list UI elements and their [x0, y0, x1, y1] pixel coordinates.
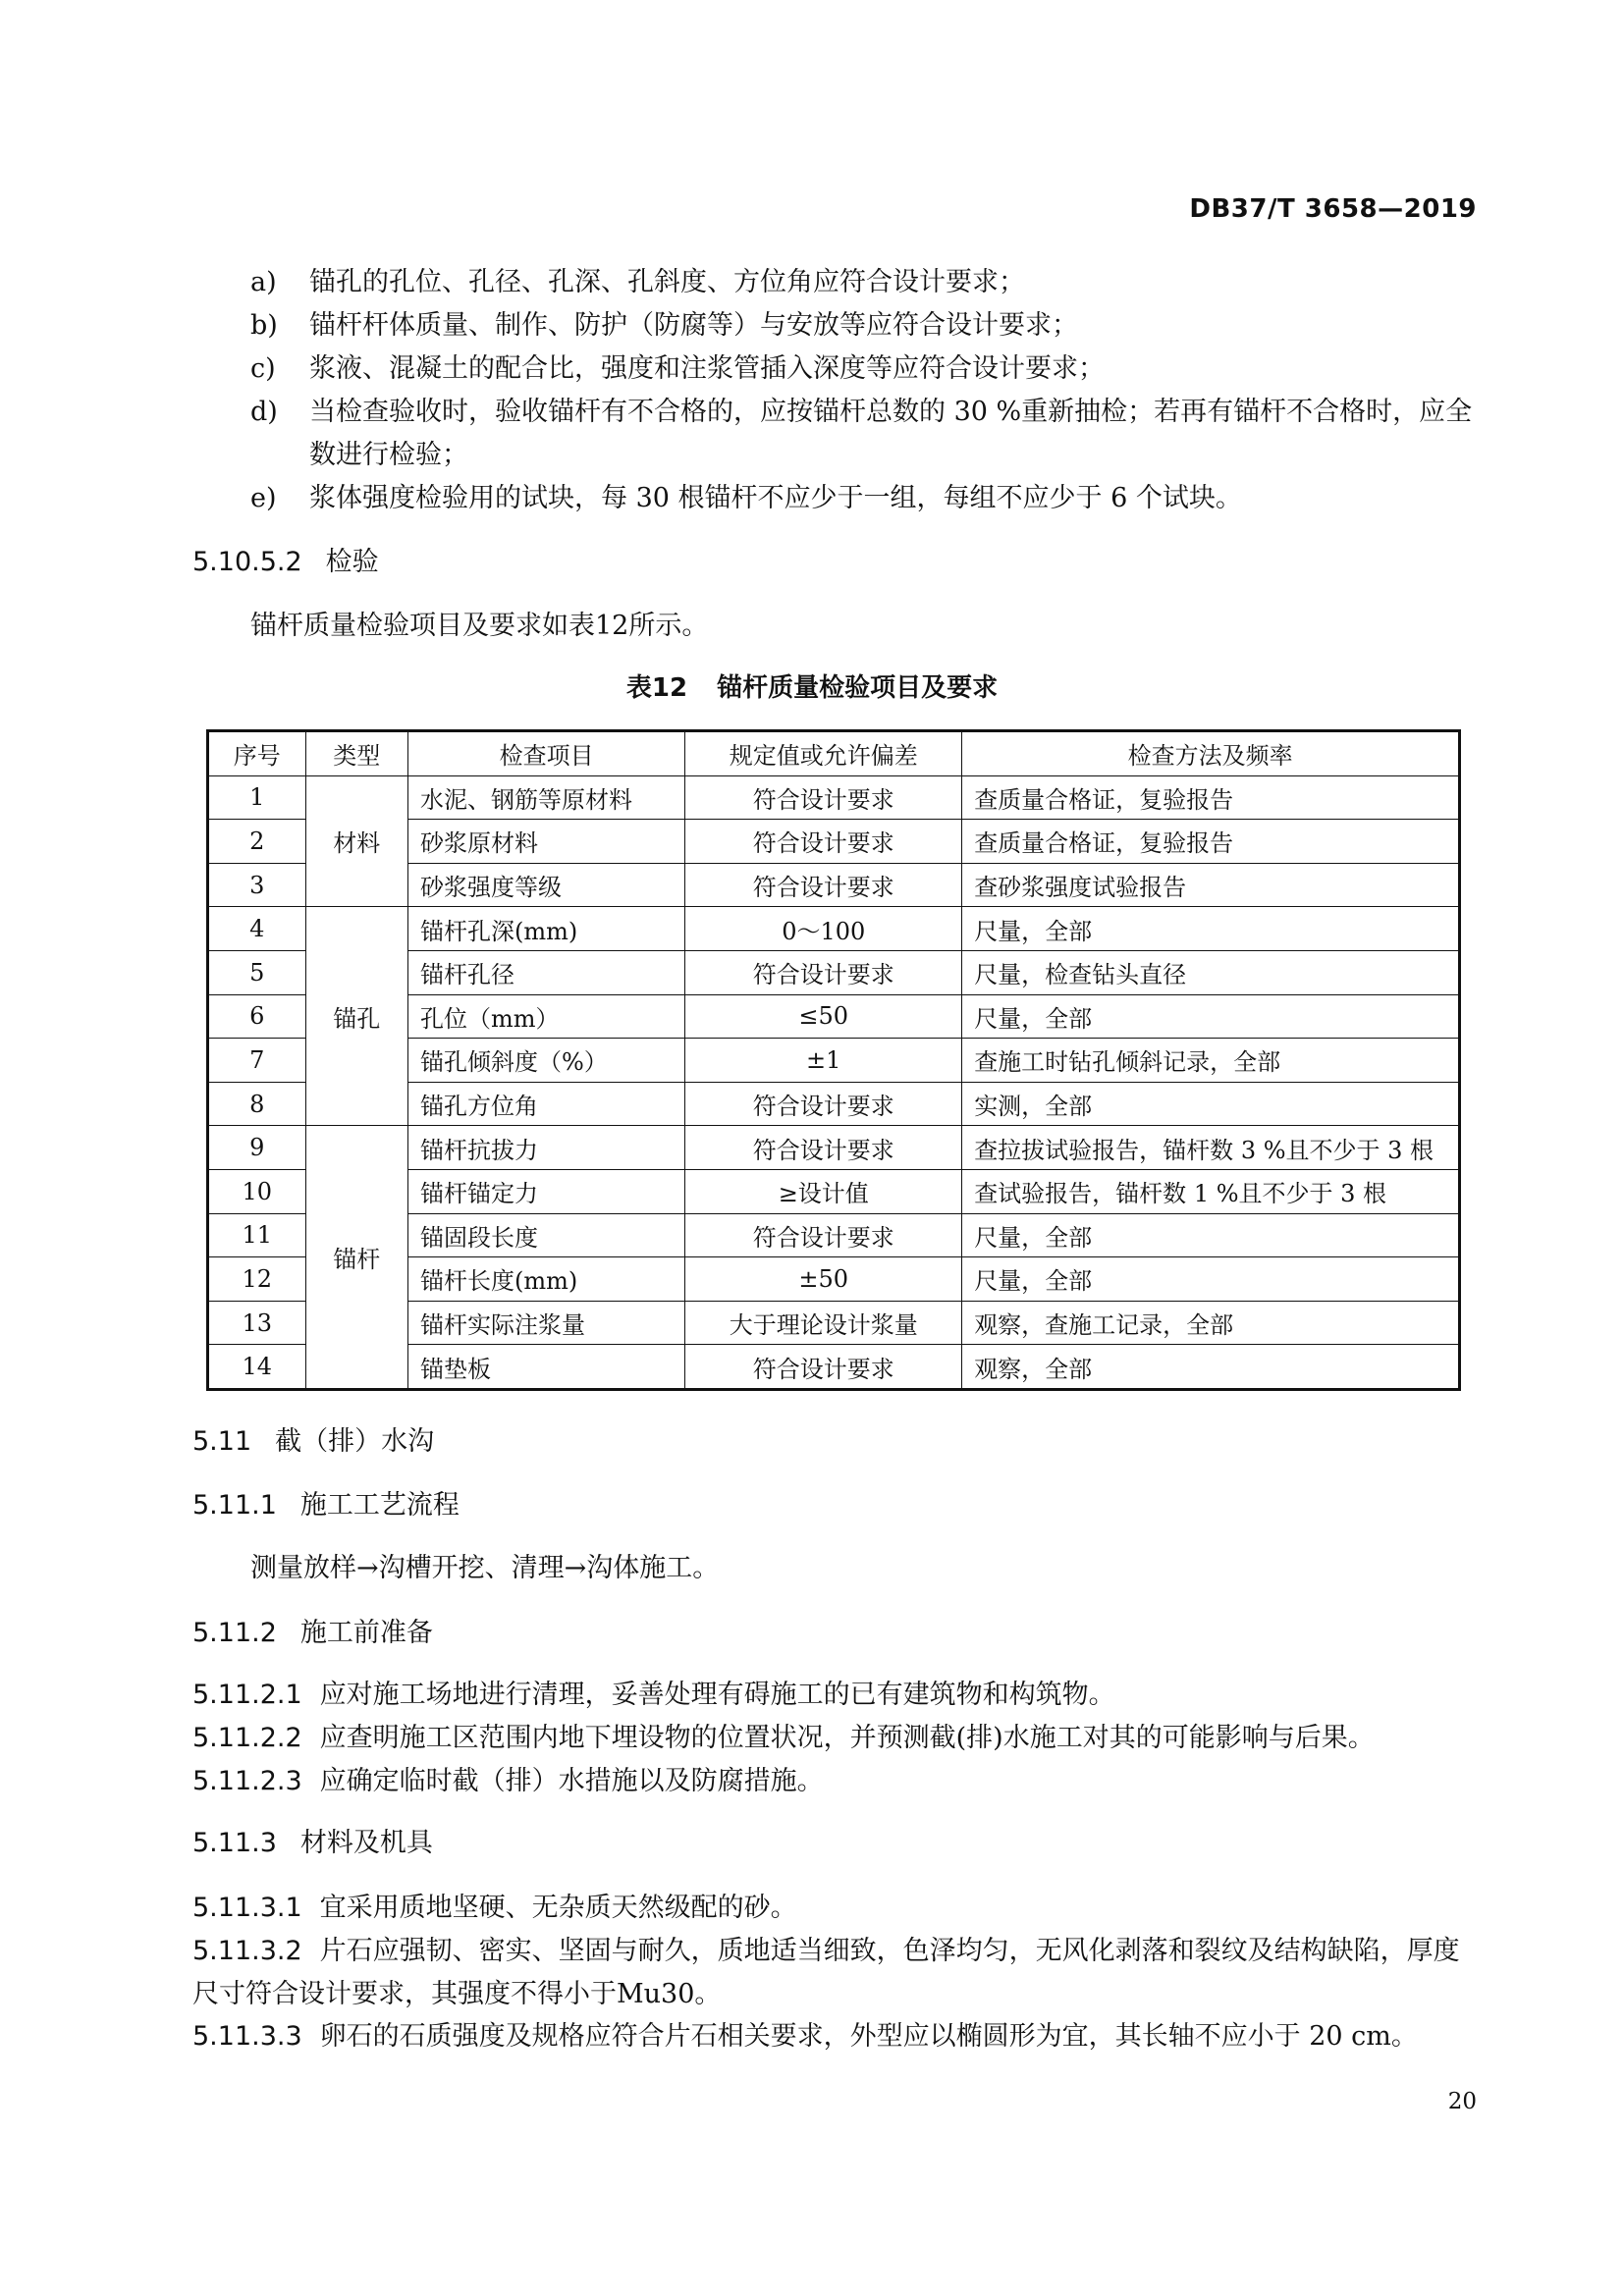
section-title: 施工前准备	[299, 1618, 433, 1648]
cell-value: ≥设计值	[685, 1169, 962, 1213]
cell-method: 尺量，全部	[962, 994, 1460, 1039]
cell-no: 14	[208, 1345, 306, 1390]
cell-method: 尺量，全部	[962, 1257, 1460, 1302]
list-marker: b)	[250, 310, 278, 341]
cell-value: 符合设计要求	[685, 1126, 962, 1170]
section-number: 5.11	[192, 1426, 252, 1457]
list-marker: d)	[250, 397, 278, 427]
section-heading-5-11-2	[192, 1614, 433, 1653]
cell-item: 砂浆强度等级	[408, 863, 685, 907]
list-marker: a)	[250, 267, 277, 297]
cell-item: 锚孔倾斜度（%）	[408, 1039, 685, 1083]
section-heading-5-10-5-2	[192, 543, 379, 582]
page-number: 20	[1447, 2089, 1477, 2114]
section-title: 检验	[325, 547, 379, 577]
clause-5-11-2-1	[192, 1674, 1479, 1717]
section-number: 5.10.5.2	[192, 547, 302, 577]
document-code: DB37/T 3658—2019	[1189, 194, 1477, 224]
cell-value: 符合设计要求	[685, 775, 962, 820]
process-flow-text: 测量放样→沟槽开挖、清理→沟体施工。	[250, 1553, 720, 1583]
cell-item: 孔位（mm）	[408, 994, 685, 1039]
table-intro-text: 锚杆质量检验项目及要求如表12所示。	[250, 611, 709, 641]
cell-value: 大于理论设计浆量	[685, 1301, 962, 1345]
cell-no: 11	[208, 1213, 306, 1257]
cell-method: 观察，全部	[962, 1345, 1460, 1390]
clause-text: 片石应强韧、密实、坚固与耐久，质地适当细致，色泽均匀，无风化剥落和裂纹及结构缺陷，厚度尺寸符合设计要求，其强度不得小于Mu30。	[192, 1936, 1460, 2009]
clause-5-11-3-3	[192, 2015, 1479, 2058]
header-value: 规定值或允许偏差	[685, 731, 962, 776]
header-method: 检查方法及频率	[962, 731, 1460, 776]
cell-value: ±1	[685, 1039, 962, 1083]
list-item	[250, 261, 1478, 304]
cell-item: 锚杆抗拔力	[408, 1126, 685, 1170]
list-marker: c)	[250, 353, 276, 384]
clause-text: 卵石的石质强度及规格应符合片石相关要求，外型应以椭圆形为宜，其长轴不应小于 20 cm。	[319, 2021, 1418, 2052]
cell-no: 10	[208, 1169, 306, 1213]
cell-item: 锚孔方位角	[408, 1082, 685, 1126]
header-type: 类型	[305, 731, 407, 776]
table-row	[208, 775, 1460, 820]
cell-item: 锚杆实际注浆量	[408, 1301, 685, 1345]
section-title: 截（排）水沟	[275, 1426, 435, 1457]
clause-text: 应对施工场地进行清理，妥善处理有碍施工的已有建筑物和构筑物。	[319, 1680, 1115, 1710]
cell-method: 查拉拔试验报告，锚杆数 3 %且不少于 3 根	[962, 1126, 1460, 1170]
cell-item: 锚杆孔径	[408, 950, 685, 994]
cell-item: 砂浆原材料	[408, 820, 685, 864]
list-marker: e)	[250, 483, 277, 513]
section-title: 施工工艺流程	[299, 1490, 460, 1521]
section-number: 5.11.2	[192, 1618, 277, 1648]
cell-no: 13	[208, 1301, 306, 1345]
cell-no: 5	[208, 950, 306, 994]
clause-number: 5.11.2.2	[192, 1723, 302, 1753]
cell-item: 锚杆长度(mm)	[408, 1257, 685, 1302]
cell-method: 查砂浆强度试验报告	[962, 863, 1460, 907]
cell-value: ±50	[685, 1257, 962, 1302]
cell-value: 符合设计要求	[685, 820, 962, 864]
cell-value: ≤50	[685, 994, 962, 1039]
list-item-text: 浆体强度检验用的试块，每 30 根锚杆不应少于一组，每组不应少于 6 个试块。	[309, 483, 1242, 513]
table-caption-number: 表12	[625, 673, 688, 703]
clause-text: 宜采用质地坚硬、无杂质天然级配的砂。	[319, 1893, 797, 1923]
cell-no: 4	[208, 907, 306, 951]
cell-item: 锚垫板	[408, 1345, 685, 1390]
cell-no: 7	[208, 1039, 306, 1083]
table-row	[208, 907, 1460, 951]
cell-no: 9	[208, 1126, 306, 1170]
cell-no: 1	[208, 775, 306, 820]
cell-value: 符合设计要求	[685, 863, 962, 907]
list-item	[250, 347, 1478, 391]
cell-group-material: 材料	[305, 775, 407, 907]
cell-value: 符合设计要求	[685, 1345, 962, 1390]
cell-method: 查质量合格证，复验报告	[962, 820, 1460, 864]
cell-group-anchor: 锚杆	[305, 1126, 407, 1390]
cell-item: 锚杆锚定力	[408, 1169, 685, 1213]
cell-no: 6	[208, 994, 306, 1039]
section-heading-5-11	[192, 1422, 434, 1462]
cell-value: 符合设计要求	[685, 950, 962, 994]
header-no: 序号	[208, 731, 306, 776]
header-item: 检查项目	[408, 731, 685, 776]
cell-no: 8	[208, 1082, 306, 1126]
list-item-text: 当检查验收时，验收锚杆有不合格的，应按锚杆总数的 30 %重新抽检；若再有锚杆不合格时，应全数进行检验；	[309, 397, 1473, 470]
section-number: 5.11.1	[192, 1490, 277, 1521]
clause-5-11-2-2	[192, 1717, 1479, 1760]
inspection-table	[206, 729, 1461, 1391]
clause-5-11-3-1	[192, 1887, 1479, 1930]
section-heading-5-11-3	[192, 1824, 433, 1863]
cell-item: 水泥、钢筋等原材料	[408, 775, 685, 820]
cell-item: 锚杆孔深(mm)	[408, 907, 685, 951]
clause-number: 5.11.3.3	[192, 2021, 302, 2052]
list-item	[250, 477, 1478, 520]
clause-number: 5.11.2.3	[192, 1766, 302, 1796]
requirement-list	[250, 261, 1478, 520]
cell-value: 符合设计要求	[685, 1213, 962, 1257]
cell-method: 查质量合格证，复验报告	[962, 775, 1460, 820]
section-title: 材料及机具	[299, 1828, 433, 1858]
cell-no: 2	[208, 820, 306, 864]
cell-method: 查试验报告，锚杆数 1 %且不少于 3 根	[962, 1169, 1460, 1213]
cell-method: 实测，全部	[962, 1082, 1460, 1126]
cell-value: 0～100	[685, 907, 962, 951]
cell-group-hole: 锚孔	[305, 907, 407, 1126]
clause-number: 5.11.3.1	[192, 1893, 302, 1923]
clause-5-11-3-2	[192, 1930, 1479, 2016]
clause-5-11-2-3	[192, 1760, 1479, 1803]
list-item-text: 锚孔的孔位、孔径、孔深、孔斜度、方位角应符合设计要求；	[309, 267, 1025, 297]
section-heading-5-11-1	[192, 1486, 460, 1525]
cell-method: 查施工时钻孔倾斜记录，全部	[962, 1039, 1460, 1083]
cell-no: 12	[208, 1257, 306, 1302]
cell-item: 锚固段长度	[408, 1213, 685, 1257]
list-item	[250, 391, 1478, 477]
list-item-text: 浆液、混凝土的配合比，强度和注浆管插入深度等应符合设计要求；	[309, 353, 1105, 384]
clause-text: 应确定临时截（排）水措施以及防腐措施。	[319, 1766, 824, 1796]
cell-method: 尺量，检查钻头直径	[962, 950, 1460, 994]
table-caption	[0, 667, 1624, 704]
cell-method: 尺量，全部	[962, 1213, 1460, 1257]
table-row	[208, 1126, 1460, 1170]
cell-method: 观察，查施工记录，全部	[962, 1301, 1460, 1345]
cell-value: 符合设计要求	[685, 1082, 962, 1126]
table-header-row	[208, 731, 1460, 776]
table-caption-title: 锚杆质量检验项目及要求	[717, 673, 999, 703]
clause-text: 应查明施工区范围内地下埋设物的位置状况，并预测截(排)水施工对其的可能影响与后果。	[319, 1723, 1375, 1753]
list-item-text: 锚杆杆体质量、制作、防护（防腐等）与安放等应符合设计要求；	[309, 310, 1078, 341]
section-number: 5.11.3	[192, 1828, 277, 1858]
list-item	[250, 304, 1478, 347]
clause-number: 5.11.3.2	[192, 1936, 302, 1966]
clause-number: 5.11.2.1	[192, 1680, 302, 1710]
cell-no: 3	[208, 863, 306, 907]
cell-method: 尺量，全部	[962, 907, 1460, 951]
